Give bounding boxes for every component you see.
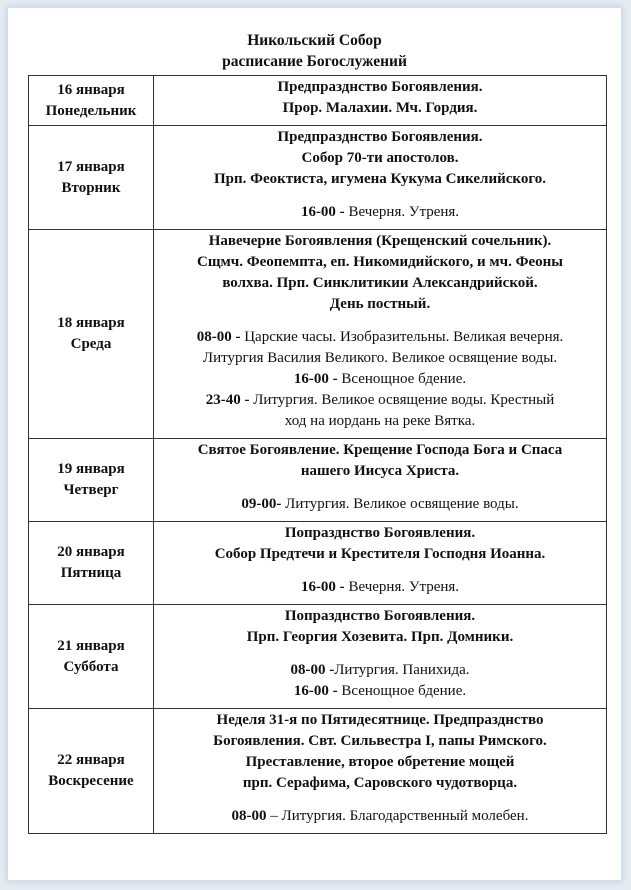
- feast-line: Прор. Малахии. Мч. Гордия.: [282, 100, 478, 116]
- services-cell: [154, 522, 607, 605]
- day-cell: [29, 605, 154, 709]
- day-cell: [29, 709, 154, 834]
- service-text: Царские часы. Изобразительны. Великая вечерня.: [240, 329, 564, 345]
- feast-line: Собор Предтечи и Крестителя Господня Иоанна.: [214, 546, 546, 562]
- feast-line: День постный.: [329, 296, 431, 312]
- service-time: 08-00: [231, 808, 267, 824]
- spacer: [157, 190, 603, 202]
- day-weekday: Пятница: [60, 565, 122, 581]
- service-line: [157, 411, 603, 432]
- service-text: Литургия Василия Великого. Великое освящение воды.: [202, 350, 558, 366]
- service-line: [157, 327, 603, 348]
- day-date: 16 января: [57, 81, 125, 98]
- day-cell: [29, 439, 154, 522]
- feast-line: Навечерие Богоявления (Крещенский сочельник).: [208, 233, 552, 249]
- service-time: 16-00 -: [293, 683, 338, 699]
- feast-line: Прп. Феоктиста, игумена Кукума Сикелийского.: [213, 171, 547, 187]
- services-cell: [154, 230, 607, 439]
- day-date: 20 января: [57, 544, 125, 560]
- day-weekday: Воскресение: [48, 773, 134, 789]
- services-cell: [154, 439, 607, 522]
- feast-line: Собор 70-ти апостолов.: [301, 150, 459, 166]
- day-weekday: Среда: [70, 336, 112, 352]
- day-date: 18 января: [57, 315, 125, 331]
- feast-line: Прп. Георгия Хозевита. Прп. Домники.: [246, 629, 514, 645]
- page-subtitle: расписание Богослужений: [222, 53, 407, 70]
- day-date: 17 января: [57, 158, 125, 175]
- service-line: [157, 369, 603, 390]
- schedule-row: [29, 230, 607, 439]
- schedule-row: [29, 76, 607, 126]
- service-text: Всенощное бдение.: [337, 683, 467, 699]
- services-cell: [154, 76, 607, 126]
- schedule-row: [29, 605, 607, 709]
- page-title: Никольский Собор: [247, 32, 382, 49]
- day-cell: [29, 522, 154, 605]
- spacer: [157, 648, 603, 660]
- service-line: [157, 494, 603, 515]
- service-time: 23-40 -: [205, 392, 250, 408]
- service-text: Вечерня. Утреня.: [344, 579, 460, 595]
- feast-line: Неделя 31-я по Пятидесятнице. Предпразднство: [216, 712, 544, 728]
- spacer: [157, 315, 603, 327]
- page-header: [8, 30, 621, 72]
- service-text: – Литургия. Благодарственный молебен.: [266, 808, 529, 824]
- day-weekday: Четверг: [63, 482, 119, 498]
- service-line: [157, 660, 603, 681]
- service-line: [157, 348, 603, 369]
- day-weekday: Суббота: [63, 658, 119, 675]
- feast-line: прп. Серафима, Саровского чудотворца.: [242, 775, 518, 791]
- services-cell: [154, 126, 607, 230]
- schedule-row: [29, 522, 607, 605]
- schedule-page: [8, 8, 621, 880]
- service-time: 16-00 -: [300, 204, 345, 220]
- feast-line: Попразднство Богоявления.: [284, 608, 476, 624]
- feast-line: Святое Богоявление. Крещение Господа Бога и Спаса: [197, 442, 563, 458]
- feast-line: Богоявления. Свт. Сильвестра I, папы Римского.: [213, 733, 547, 749]
- day-weekday: Вторник: [61, 179, 121, 196]
- spacer: [157, 565, 603, 577]
- day-date: 19 января: [57, 461, 125, 477]
- service-line: [157, 390, 603, 411]
- service-text: Литургия. Великое освящение воды.: [281, 496, 519, 512]
- feast-line: нашего Иисуса Христа.: [300, 463, 460, 479]
- day-date: 21 января: [57, 637, 125, 654]
- spacer: [157, 482, 603, 494]
- service-time: 16-00 -: [293, 371, 338, 387]
- day-weekday: Понедельник: [45, 102, 137, 119]
- day-cell: [29, 126, 154, 230]
- day-cell: [29, 76, 154, 126]
- feast-line: Попразднство Богоявления.: [284, 525, 476, 541]
- service-time: 08-00 -: [290, 662, 335, 678]
- feast-line: Преставление, второе обретение мощей: [245, 754, 515, 770]
- schedule-row: [29, 126, 607, 230]
- service-time: 08-00 -: [196, 329, 241, 345]
- feast-line: волхва. Прп. Синклитикии Александрийской.: [222, 275, 538, 291]
- service-text: Вечерня. Утреня.: [344, 204, 460, 220]
- service-line: [157, 681, 603, 702]
- service-text: ход на иордань на реке Вятка.: [284, 413, 476, 429]
- schedule-row: [29, 709, 607, 834]
- service-line: [157, 577, 603, 598]
- services-cell: [154, 605, 607, 709]
- feast-line: Предпразднство Богоявления.: [277, 129, 483, 145]
- services-cell: [154, 709, 607, 834]
- service-text: Литургия. Панихида.: [334, 662, 470, 678]
- feast-line: Сщмч. Феопемпта, еп. Никомидийского, и мч. Феоны: [197, 254, 563, 270]
- day-cell: [29, 230, 154, 439]
- service-line: [157, 202, 603, 223]
- service-text: Всенощное бдение.: [337, 371, 467, 387]
- service-time: 09-00-: [241, 496, 282, 512]
- service-line: [157, 806, 603, 827]
- schedule-table: [28, 75, 607, 834]
- day-date: 22 января: [57, 752, 125, 768]
- spacer: [157, 794, 603, 806]
- schedule-row: [29, 439, 607, 522]
- feast-line: Предпразднство Богоявления.: [277, 79, 483, 95]
- service-text: Литургия. Великое освящение воды. Крестный: [249, 392, 555, 408]
- service-time: 16-00 -: [300, 579, 345, 595]
